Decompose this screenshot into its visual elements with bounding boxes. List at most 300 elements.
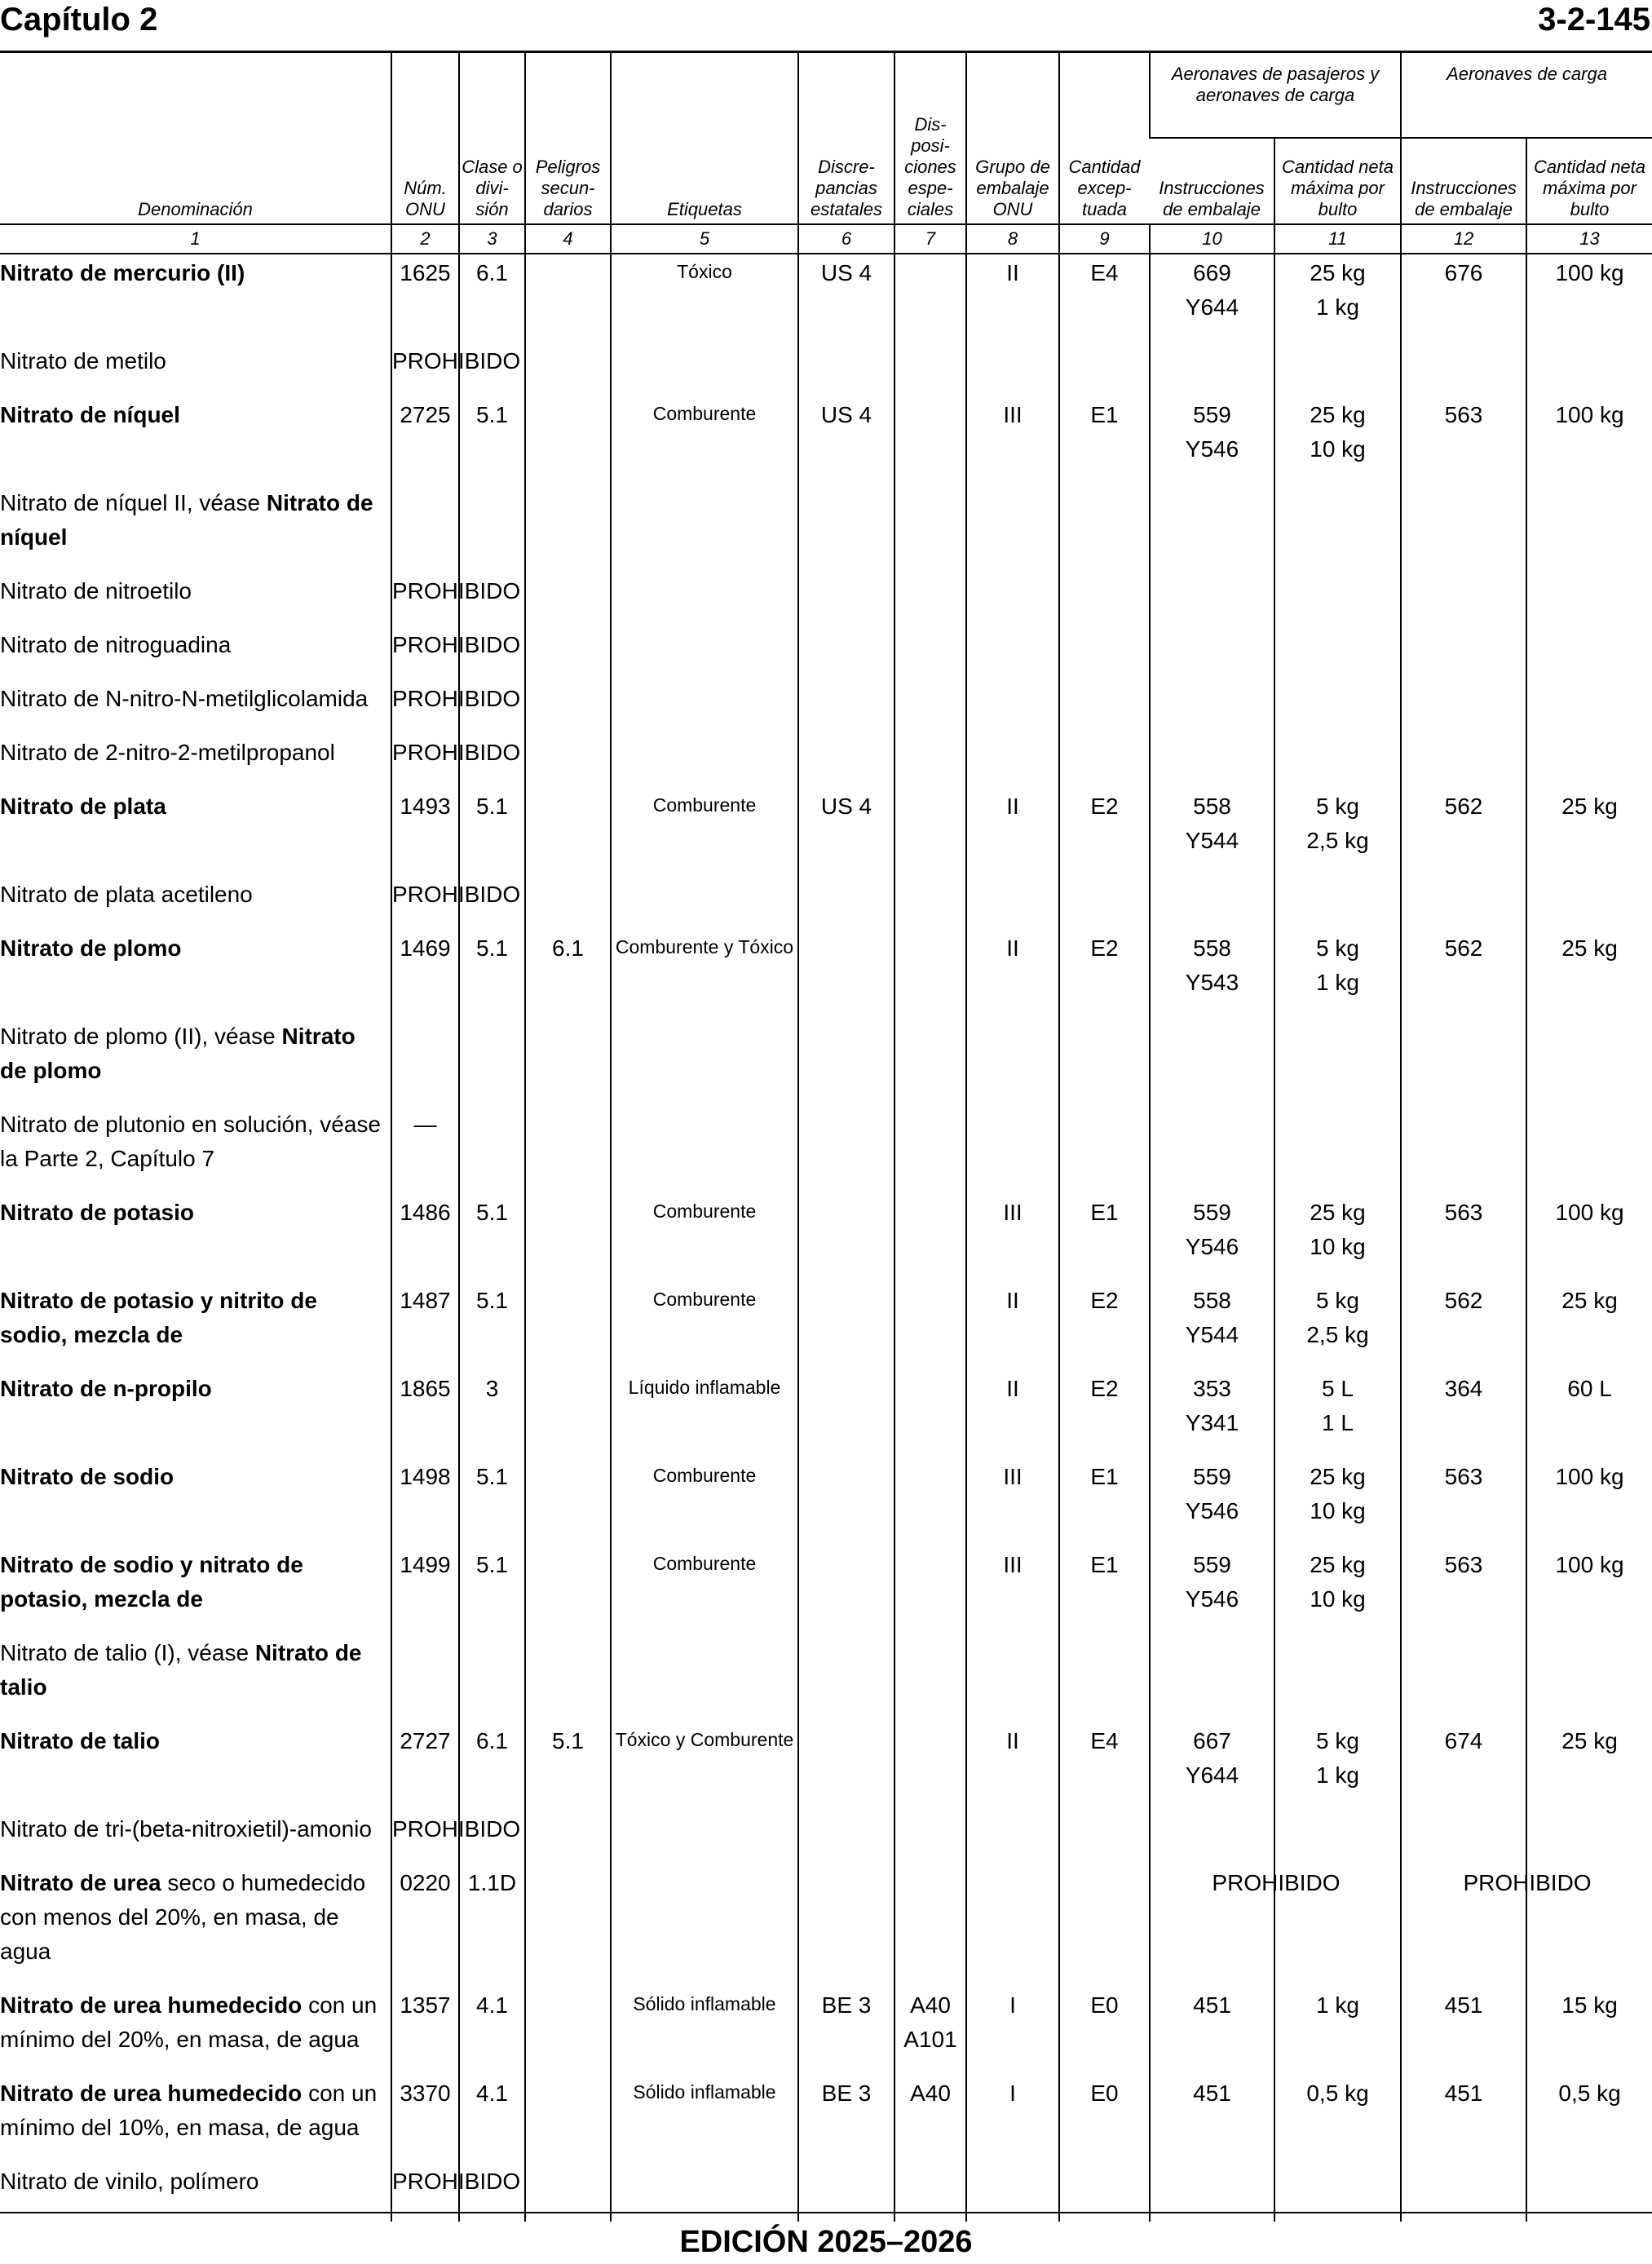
row-packing-group [966,1987,1059,2075]
table-row [0,1458,1652,1546]
row-special-provisions [894,1106,966,1194]
row-secondary-hazard [525,626,611,680]
row-excepted-quantity [1059,254,1150,343]
row-name-bold: Nitrato de sodio [0,1464,174,1489]
row-qty-cargo [1526,680,1652,734]
un-number-text: 0220 [400,1870,451,1895]
col-number: 11 [1274,224,1401,254]
row-qty-cargo [1526,1370,1652,1458]
row-special-provisions [894,680,966,734]
row-pi-cargo [1401,2075,1526,2163]
row-un-number [391,484,459,573]
row-packing-group [966,1634,1059,1722]
row-packing-group [966,876,1059,930]
max-quantity: 25 kg [1310,402,1366,427]
row-secondary-hazard-text: 5.1 [552,1728,584,1753]
row-class [459,930,525,1018]
row-excepted-quantity-text: E2 [1090,1376,1119,1401]
packing-instruction: 451 [1444,1992,1483,2018]
max-quantity: 25 kg [1561,1728,1618,1753]
row-qty-passenger [1274,1811,1401,1864]
row-pi-cargo [1401,254,1526,343]
row-pi-passenger [1150,1018,1274,1106]
row-state-variations [798,626,894,680]
row-labels [611,1194,798,1282]
max-quantity: 10 kg [1310,1586,1366,1612]
row-special-provisions [894,573,966,626]
row-state-variations-text: BE 3 [821,2080,872,2106]
row-labels [611,1864,798,1987]
row-pi-cargo [1401,1722,1526,1811]
table-row [0,1987,1652,2075]
packing-instruction: 364 [1444,1376,1483,1401]
row-class-text: 1.1D [467,1870,517,1895]
row-special-provisions [894,1722,966,1811]
table-row [0,1864,1652,1987]
packing-instruction: 559 [1193,1552,1231,1577]
row-excepted-quantity [1059,1194,1150,1282]
row-labels [611,573,798,626]
row-pi-passenger [1150,1546,1274,1634]
row-pi-passenger [1150,1811,1274,1864]
row-secondary-hazard [525,1282,611,1370]
row-state-variations [798,680,894,734]
row-class-text: 5.1 [476,1288,508,1313]
row-name [0,788,391,876]
row-un-number [391,1546,459,1634]
row-state-variations-text: US 4 [820,794,872,819]
row-class [459,1370,525,1458]
row-state-variations-text: BE 3 [821,1992,872,2018]
group-carga: Aeronaves de carga [1401,52,1652,138]
row-excepted-quantity-text: E2 [1090,1288,1119,1313]
row-pi-passenger [1150,788,1274,876]
row-excepted-quantity-text: E1 [1090,1200,1119,1225]
packing-instruction: 558 [1193,794,1231,819]
row-class-text: 6.1 [476,1728,508,1753]
table-row [0,343,1652,396]
row-secondary-hazard [525,734,611,788]
row-state-variations [798,484,894,573]
table-row [0,680,1652,734]
row-pi-cargo [1401,1106,1526,1194]
row-pi-cargo [1401,396,1526,484]
row-excepted-quantity [1059,343,1150,396]
row-un-number [391,396,459,484]
row-excepted-quantity-text: E2 [1090,794,1119,819]
row-un-number [391,1987,459,2075]
col-number: 1 [0,224,391,254]
row-state-variations [798,1458,894,1546]
row-pi-cargo [1401,788,1526,876]
row-secondary-hazard [525,1987,611,2075]
row-qty-cargo [1526,876,1652,930]
max-quantity: 5 L [1322,1376,1354,1401]
row-name-bold: Nitrato de potasio y nitrito de sodio, mezcla de [0,1288,317,1347]
row-special-provisions [894,1194,966,1282]
row-un-number [391,2075,459,2163]
col-cant-carga: Cantidad neta máxima por bulto [1526,138,1652,224]
row-packing-group [966,1811,1059,1864]
row-secondary-hazard [525,1634,611,1722]
row-pi-passenger [1150,396,1274,484]
max-quantity: 25 kg [1310,260,1366,285]
row-class [459,788,525,876]
table-row [0,1722,1652,1811]
row-name [0,1987,391,2075]
max-quantity: 5 kg [1316,794,1359,819]
row-packing-group [966,1106,1059,1194]
packing-instruction: Y546 [1185,436,1239,462]
prohibido-text: PROHIBIDO [392,632,521,657]
row-pi-passenger [1150,2075,1274,2163]
row-class-text: 5.1 [476,1200,508,1225]
packing-instruction: 559 [1193,1464,1231,1489]
max-quantity: 1 L [1322,1410,1354,1435]
row-state-variations [798,1106,894,1194]
col-number: 9 [1059,224,1150,254]
un-number-text: 2725 [400,402,451,427]
row-class [459,1546,525,1634]
row-pi-passenger [1150,930,1274,1018]
packing-instruction: 451 [1193,2080,1231,2106]
row-excepted-quantity [1059,734,1150,788]
max-quantity: 10 kg [1310,436,1366,462]
row-pi-cargo [1401,573,1526,626]
max-quantity: 1 kg [1316,294,1359,320]
row-name [0,254,391,343]
row-packing-group-text: III [1003,1464,1023,1489]
un-number-text: 1625 [400,260,451,285]
row-qty-passenger [1274,484,1401,573]
un-number-text: — [413,1112,437,1137]
row-excepted-quantity [1059,396,1150,484]
row-name-text: Nitrato de tri-(beta-nitroxietil)-amonio [0,1816,372,1842]
row-name [0,1864,391,1987]
row-packing-group-text: III [1003,402,1023,427]
row-labels-text: Sólido inflamable [633,2081,776,2103]
row-secondary-hazard [525,1106,611,1194]
row-labels [611,1458,798,1546]
row-state-variations [798,1018,894,1106]
row-state-variations [798,254,894,343]
row-qty-passenger [1274,1458,1401,1546]
row-special-provisions [894,2075,966,2163]
row-state-variations [798,396,894,484]
row-name [0,343,391,396]
packing-instruction: Y341 [1185,1410,1239,1435]
row-pi-cargo [1401,1282,1526,1370]
row-packing-group [966,1546,1059,1634]
row-excepted-quantity-text: E1 [1090,402,1119,427]
row-qty-cargo [1526,1722,1652,1811]
un-number-text: 1865 [400,1376,451,1401]
row-packing-group [966,626,1059,680]
row-pi-cargo [1401,930,1526,1018]
row-qty-cargo [1526,734,1652,788]
row-special-provisions-text: A40 [910,2080,951,2106]
col-cant-pasajeros: Cantidad neta máxima por bulto [1274,138,1401,224]
packing-instruction: 562 [1444,794,1483,819]
row-packing-group-text: III [1003,1552,1023,1577]
table-row [0,1546,1652,1634]
row-excepted-quantity [1059,1811,1150,1864]
row-packing-group-text: II [1006,260,1019,285]
table-row [0,573,1652,626]
row-class [459,2075,525,2163]
row-name-bold: Nitrato de urea humedecido [0,1992,303,2018]
row-pi-cargo [1401,734,1526,788]
row-pi-passenger [1150,1722,1274,1811]
row-class [459,396,525,484]
row-labels [611,1282,798,1370]
row-qty-passenger [1274,1987,1401,2075]
row-labels [611,626,798,680]
max-quantity: 100 kg [1555,402,1624,427]
row-qty-passenger [1274,254,1401,343]
row-un-number [391,254,459,343]
row-name [0,1634,391,1722]
row-special-provisions [894,734,966,788]
row-pi-passenger [1150,484,1274,573]
packing-instruction: 667 [1193,1728,1231,1753]
max-quantity: 25 kg [1561,1288,1618,1313]
row-pi-passenger [1150,734,1274,788]
row-class [459,254,525,343]
row-name [0,2075,391,2163]
row-un-number [391,1811,521,1864]
row-secondary-hazard [525,1722,611,1811]
col-clase: Clase o divi-sión [459,52,525,224]
row-pi-passenger [1150,1458,1274,1546]
packing-instruction: 563 [1444,1464,1483,1489]
row-packing-group [966,680,1059,734]
row-special-provisions [894,626,966,680]
prohibido-text: PROHIBIDO [392,2169,521,2194]
row-name-text: Nitrato de 2-nitro-2-metilpropanol [0,740,335,765]
packing-instruction: Y544 [1185,828,1239,853]
un-number-text: 1469 [400,935,451,961]
packing-instruction: 558 [1193,1288,1231,1313]
row-qty-cargo [1526,1546,1652,1634]
row-labels-text: Comburente [652,1201,757,1222]
row-qty-passenger [1274,396,1401,484]
row-packing-group-text: II [1006,1288,1019,1313]
row-excepted-quantity-text: E0 [1090,1992,1119,2018]
table-row [0,876,1652,930]
row-excepted-quantity-text: E4 [1090,260,1119,285]
table-row [0,734,1652,788]
row-special-provisions [894,1634,966,1722]
row-packing-group [966,484,1059,573]
row-qty-passenger [1274,930,1401,1018]
packing-instruction: 669 [1193,260,1231,285]
row-un-number [391,1282,459,1370]
packing-instruction: 559 [1193,1200,1231,1225]
row-un-number [391,876,521,930]
un-number-text: 1486 [400,1200,451,1225]
row-special-provisions [894,1282,966,1370]
row-state-variations [798,1370,894,1458]
row-packing-group-text: I [1009,2080,1016,2106]
row-packing-group-text: II [1006,794,1019,819]
row-qty-cargo [1526,1811,1652,1864]
max-quantity: 25 kg [1310,1464,1366,1489]
row-secondary-hazard [525,1194,611,1282]
max-quantity: 10 kg [1310,1498,1366,1523]
row-excepted-quantity [1059,573,1150,626]
max-quantity: 25 kg [1310,1200,1366,1225]
row-name [0,626,391,680]
row-qty-cargo [1526,1987,1652,2075]
row-qty-cargo [1526,1634,1652,1722]
row-labels [611,1811,798,1864]
packing-instruction: 562 [1444,935,1483,961]
row-name-rest: con un mínimo del 10%, en masa, de agua [0,2080,378,2140]
row-secondary-hazard [525,680,611,734]
row-special-provisions [894,788,966,876]
packing-instruction: 451 [1444,2080,1483,2106]
row-qty-cargo [1526,573,1652,626]
row-packing-group [966,1864,1059,1987]
prohibido-text: PROHIBIDO [392,348,521,374]
row-class-text: 5.1 [476,1552,508,1577]
row-name [0,876,391,930]
row-packing-group [966,1722,1059,1811]
row-qty-passenger [1274,626,1401,680]
row-packing-group-text: III [1003,1200,1023,1225]
row-pi-passenger [1150,626,1274,680]
row-pi-cargo [1401,1864,1592,1987]
row-labels [611,254,798,343]
row-labels [611,343,798,396]
row-pi-cargo [1401,1811,1526,1864]
row-name [0,1282,391,1370]
row-labels-text: Sólido inflamable [633,1993,776,2014]
row-labels-text: Tóxico y Comburente [615,1729,794,1750]
row-class-text: 5.1 [476,794,508,819]
row-pi-cargo [1401,1370,1526,1458]
row-un-number [391,1370,459,1458]
max-quantity: 10 kg [1310,1234,1366,1259]
packing-instruction: Y543 [1185,970,1239,995]
row-labels [611,1546,798,1634]
table-row [0,1018,1652,1106]
row-pi-passenger [1150,1864,1341,1987]
row-secondary-hazard [525,1370,611,1458]
row-qty-cargo [1526,484,1652,573]
row-excepted-quantity [1059,788,1150,876]
row-special-provisions [894,1458,966,1546]
packing-instruction: Y546 [1185,1498,1239,1523]
row-secondary-hazard-text: 6.1 [552,935,584,961]
table-row [0,396,1652,484]
dangerous-goods-table [0,52,1652,2222]
row-special-provisions-text: A101 [903,2027,957,2052]
packing-instruction: 563 [1444,402,1483,427]
row-name-rest: seco o humedecido con menos del 20%, en masa, de agua [0,1870,366,1964]
row-packing-group-text: II [1006,1376,1019,1401]
row-class-text: 6.1 [476,260,508,285]
row-packing-group [966,734,1059,788]
row-un-number [391,1864,459,1987]
row-special-provisions [894,1987,966,2075]
table-row [0,1811,1652,1864]
row-state-variations [798,876,894,930]
row-class [459,1194,525,1282]
row-name-bold: Nitrato de urea humedecido [0,2080,303,2106]
packing-instruction: 451 [1193,1992,1231,2018]
packing-instruction: 674 [1444,1728,1483,1753]
row-pi-cargo [1401,626,1526,680]
packing-instruction: Y546 [1185,1586,1239,1612]
row-name-text: Nitrato de plutonio en solución, véase la Parte 2, Capítulo 7 [0,1112,381,1171]
row-packing-group-text: II [1006,935,1019,961]
prohibido-text: PROHIBIDO [1463,1870,1592,1895]
row-qty-passenger [1274,734,1401,788]
un-number-text: 2727 [400,1728,451,1753]
col-grupo: Grupo de embalaje ONU [966,52,1059,224]
row-name-text: Nitrato de níquel II, véase [0,490,267,515]
row-pi-cargo [1401,1987,1526,2075]
row-excepted-quantity-text: E0 [1090,2080,1119,2106]
row-qty-passenger [1274,1370,1401,1458]
max-quantity: 1 kg [1316,1762,1359,1788]
row-name [0,930,391,1018]
row-name-ref: Nitrato de talio [0,1640,362,1700]
packing-instruction: Y546 [1185,1234,1239,1259]
row-excepted-quantity [1059,1282,1150,1370]
row-packing-group [966,1018,1059,1106]
row-secondary-hazard [525,484,611,573]
row-un-number [391,1458,459,1546]
row-special-provisions [894,1546,966,1634]
row-pi-cargo [1401,484,1526,573]
row-name-bold: Nitrato de mercurio (II) [0,260,245,285]
row-pi-cargo [1401,876,1526,930]
row-excepted-quantity [1059,1634,1150,1722]
row-pi-cargo [1401,1546,1526,1634]
row-qty-cargo [1526,788,1652,876]
max-quantity: 100 kg [1555,260,1624,285]
prohibido-text: PROHIBIDO [392,882,521,907]
packing-instruction: Y544 [1185,1322,1239,1347]
col-instr-carga: Instrucciones de embalaje [1401,138,1526,224]
row-state-variations [798,573,894,626]
row-name-text: Nitrato de N-nitro-N-metilglicolamida [0,686,369,711]
row-secondary-hazard [525,343,611,396]
max-quantity: 5 kg [1316,1288,1359,1313]
row-un-number [391,343,521,396]
prohibido-text: PROHIBIDO [392,686,521,711]
row-packing-group [966,930,1059,1018]
row-qty-passenger [1274,1634,1401,1722]
row-pi-passenger [1150,573,1274,626]
row-excepted-quantity [1059,930,1150,1018]
row-secondary-hazard [525,573,611,626]
row-name [0,1194,391,1282]
row-state-variations [798,734,894,788]
col-number: 10 [1150,224,1274,254]
page-header [0,0,1652,51]
packing-instruction: 676 [1444,260,1483,285]
row-name-bold: Nitrato de plomo [0,935,182,961]
prohibido-text: PROHIBIDO [392,578,521,604]
row-pi-cargo [1401,680,1526,734]
row-secondary-hazard [525,1811,611,1864]
col-number: 3 [459,224,525,254]
row-labels [611,788,798,876]
